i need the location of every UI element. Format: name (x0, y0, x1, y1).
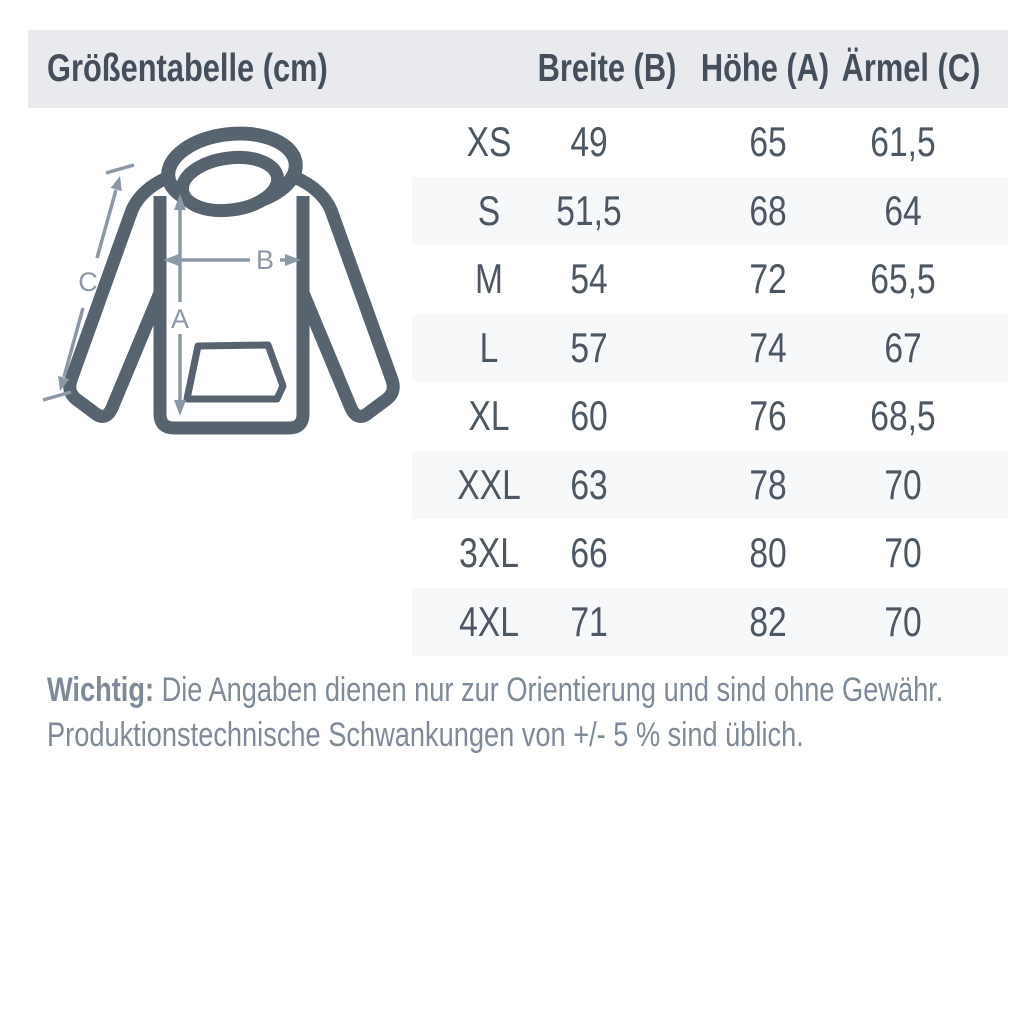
aermel-cell: 65,5 (870, 255, 936, 302)
aermel-cell: 68,5 (870, 392, 936, 439)
aermel-cell: 70 (884, 460, 922, 508)
column-header-aermel: Ärmel (C) (841, 47, 981, 90)
size-cell: XS (466, 118, 512, 165)
disclaimer-line-2 (47, 713, 1007, 758)
table-row-xxl (0, 451, 1024, 520)
disclaimer-text-1: Die Angaben dienen nur zur Orientierung und sind ohne Gewähr. (154, 671, 944, 709)
aermel-cell: 61,5 (870, 118, 936, 165)
table-row-xl (0, 382, 1024, 451)
size-cell: L (479, 323, 499, 371)
breite-cell: 60 (570, 392, 608, 439)
size-cell: S (477, 186, 501, 234)
aermel-cell: 64 (884, 186, 922, 234)
breite-cell: 54 (570, 255, 608, 302)
column-header-hoehe: Höhe (A) (700, 47, 830, 90)
breite-cell: 66 (570, 529, 608, 576)
hoehe-cell: 82 (749, 597, 787, 645)
table-header-band (28, 30, 1008, 108)
column-header-breite: Breite (B) (537, 47, 677, 90)
disclaimer (47, 668, 1007, 758)
table-row-4xl (0, 588, 1024, 657)
table-row-l (0, 314, 1024, 383)
hoehe-cell: 68 (749, 186, 787, 234)
size-cell: 4XL (459, 597, 519, 645)
hoehe-cell: 74 (749, 323, 787, 371)
breite-cell: 71 (570, 597, 608, 645)
size-cell: XL (468, 392, 510, 439)
disclaimer-text-2: Produktionstechnische Schwankungen von +/- 5 % sind üblich. (47, 716, 804, 754)
hoehe-cell: 78 (749, 460, 787, 508)
size-cell: M (475, 255, 503, 302)
hoehe-cell: 80 (749, 529, 787, 576)
breite-cell: 51,5 (556, 186, 622, 234)
breite-cell: 63 (570, 460, 608, 508)
aermel-cell: 70 (884, 597, 922, 645)
aermel-cell: 70 (884, 529, 922, 576)
breite-cell: 49 (570, 118, 608, 165)
hoehe-cell: 76 (749, 392, 787, 439)
table-row-m (0, 245, 1024, 314)
hoehe-cell: 72 (749, 255, 787, 302)
size-table-body (0, 108, 1024, 656)
breite-cell: 57 (570, 323, 608, 371)
dim-label-b: B (255, 245, 275, 275)
size-cell: XXL (457, 460, 521, 508)
hoehe-cell: 65 (749, 118, 787, 165)
page-title: Größentabelle (cm) (47, 47, 328, 90)
table-row-xs (0, 108, 1024, 177)
disclaimer-important-label: Wichtig: (47, 671, 155, 709)
table-row-3xl (0, 519, 1024, 588)
size-cell: 3XL (459, 529, 519, 576)
dim-label-a: A (170, 304, 190, 334)
dim-label-c: C (78, 267, 98, 297)
table-row-s (0, 177, 1024, 246)
aermel-cell: 67 (884, 323, 922, 371)
disclaimer-line-1 (47, 668, 1007, 713)
